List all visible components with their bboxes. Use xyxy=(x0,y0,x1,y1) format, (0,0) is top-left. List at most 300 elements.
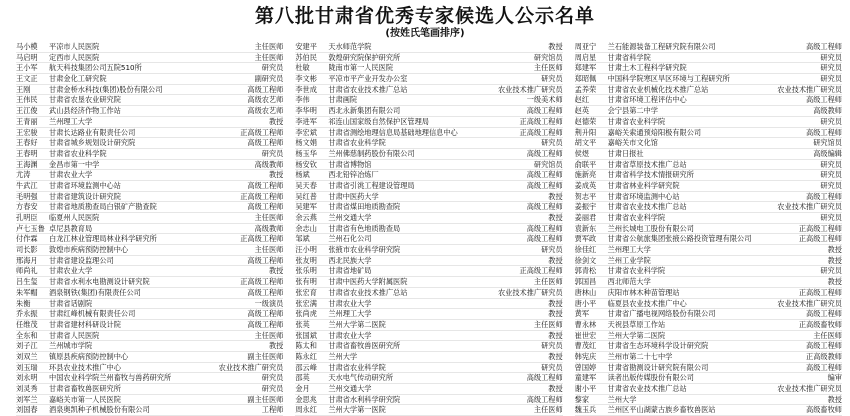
candidate-title: 研究员 xyxy=(820,159,842,169)
candidate-unit: 甘肃省草原技术推广总站 xyxy=(607,159,687,169)
candidate-title: 高级教师 xyxy=(254,223,284,233)
candidate-unit: 甘肃省广播电视网络股份有限公司 xyxy=(607,309,716,319)
candidate-title: 高级工程师 xyxy=(806,95,842,105)
candidate-unit: 甘肃画院 xyxy=(328,95,358,105)
candidate-title: 研究员 xyxy=(541,138,563,148)
candidate-row xyxy=(575,95,842,106)
candidate-unit: 西北铅锌冶炼厂 xyxy=(328,170,379,180)
candidate-unit: 甘肃省农业技术推广总站 xyxy=(328,287,408,297)
candidate-title: 农业技术推广研究员 xyxy=(777,384,842,393)
candidate-row xyxy=(575,288,842,299)
candidate-unit: 平凉市平产业开发办公室 xyxy=(328,74,408,84)
candidate-row xyxy=(295,213,562,224)
candidate-unit: 中国农业科学院兰州畜牧与兽药研究所 xyxy=(49,373,172,383)
candidate-unit: 金昌市第一中学 xyxy=(49,159,100,169)
candidate-row xyxy=(16,234,283,245)
candidate-unit: 甘肃省农业科学院 xyxy=(607,213,666,222)
candidate-row xyxy=(575,74,842,85)
candidate-row xyxy=(575,309,842,320)
candidate-title: 主任医师 xyxy=(254,213,284,222)
candidate-name: 王青丽 xyxy=(16,116,38,126)
candidate-title: 正高级工程师 xyxy=(240,277,284,287)
candidate-name: 谢小平 xyxy=(574,384,597,393)
candidate-name: 唐林山 xyxy=(574,287,597,297)
candidate-unit: 武山县经济作物工作站 xyxy=(49,106,121,116)
candidate-unit: 西北师范大学 xyxy=(607,277,651,287)
candidate-unit: 读者出版传媒股份有限公司 xyxy=(607,373,694,383)
candidate-name: 全东和 xyxy=(16,330,38,340)
document-title: 第八批甘肃省优秀专家候选人公示名单 xyxy=(254,5,595,27)
candidate-title: 研究员 xyxy=(541,341,563,351)
candidate-name: 胡文平 xyxy=(574,138,597,148)
candidate-row xyxy=(16,288,283,299)
candidate-title: 高级工程师 xyxy=(247,309,284,319)
candidate-unit: 兰州大学第二医院 xyxy=(328,319,386,329)
candidate-row xyxy=(16,181,283,192)
candidate-name: 韩宪庆 xyxy=(574,351,597,361)
candidate-column xyxy=(16,42,284,415)
candidate-unit: 庆阳市林木种苗管理站 xyxy=(607,287,680,297)
candidate-title: 高级畜牧师 xyxy=(806,405,842,415)
candidate-name: 邢海月 xyxy=(16,255,38,265)
candidate-row xyxy=(16,395,283,406)
candidate-unit: 甘肃农业大学 xyxy=(49,266,93,276)
candidate-unit: 环县农业技术推广中心 xyxy=(49,362,121,372)
candidate-unit: 甘肃中医药大学 xyxy=(328,191,379,201)
candidate-name: 郑昭佩 xyxy=(574,74,597,84)
candidate-title: 研究员 xyxy=(820,74,842,84)
candidate-row xyxy=(575,192,842,203)
candidate-title: 教授 xyxy=(548,330,563,340)
candidate-title: 研究员 xyxy=(261,148,284,158)
candidate-title: 正高级工程师 xyxy=(519,127,563,137)
candidate-title: 主任医师 xyxy=(254,330,284,340)
candidate-unit: 敦煌市疾病预防控制中心 xyxy=(49,245,129,255)
candidate-name: 徐佳红 xyxy=(574,245,597,255)
candidate-name: 王春明 xyxy=(16,148,38,158)
candidate-unit: 甘肃省建筑设计研究院 xyxy=(49,191,121,201)
candidate-unit: 西北永新集团有限公司 xyxy=(328,106,401,116)
candidate-name: 王刚 xyxy=(16,84,31,94)
candidate-name: 邵云峰 xyxy=(295,362,317,372)
candidate-name: 司长影 xyxy=(16,245,38,255)
candidate-row xyxy=(295,192,562,203)
candidate-row xyxy=(295,128,562,139)
candidate-unit: 甘肃农业大学 xyxy=(328,298,372,308)
candidate-name: 崔世宏 xyxy=(574,330,597,340)
candidate-unit: 兰州长城电工股份有限公司 xyxy=(607,223,694,233)
candidate-name: 曾国婷 xyxy=(574,362,597,372)
candidate-unit: 航天科技集团公司五院510所 xyxy=(49,63,142,73)
candidate-row xyxy=(295,160,562,171)
candidate-title: 主任医师 xyxy=(533,319,563,329)
candidate-name: 方春安 xyxy=(16,202,38,212)
candidate-title: 副研究员 xyxy=(254,74,284,84)
candidate-row xyxy=(295,299,562,310)
candidate-unit: 甘肃省农业科学院 xyxy=(607,266,666,276)
candidate-row xyxy=(295,42,562,53)
candidate-row xyxy=(16,138,283,149)
candidate-name: 杨玉华 xyxy=(295,148,317,158)
candidate-title: 高级编辑 xyxy=(813,148,842,158)
candidate-unit: 甘肃金化工研究院 xyxy=(49,74,107,84)
candidate-title: 农业技术推广研究员 xyxy=(777,84,842,94)
candidate-row xyxy=(575,256,842,267)
candidate-title: 主任医师 xyxy=(254,52,284,62)
candidate-row xyxy=(295,266,562,277)
candidate-title: 研究馆员 xyxy=(533,159,563,169)
candidate-name: 黎家 xyxy=(574,394,590,404)
candidate-name: 李伟 xyxy=(295,95,310,105)
candidate-title: 正高级工程师 xyxy=(798,287,842,297)
candidate-name: 李文彬 xyxy=(295,74,317,84)
candidate-row xyxy=(575,395,842,406)
candidate-row xyxy=(16,309,283,320)
candidate-row xyxy=(295,363,562,374)
candidate-unit: 敦煌研究院保护研究所 xyxy=(328,52,401,62)
candidate-row xyxy=(575,117,842,128)
candidate-unit: 兰州石化公司 xyxy=(328,234,372,244)
candidate-row xyxy=(295,224,562,235)
candidate-name: 吕生玺 xyxy=(16,277,38,287)
candidate-name: 杨文娟 xyxy=(295,138,317,148)
candidate-row xyxy=(295,341,562,352)
candidate-name: 吴天春 xyxy=(295,180,317,190)
candidate-name: 邵英 xyxy=(295,373,310,383)
candidate-name: 刘灵秀 xyxy=(16,384,38,393)
candidate-row xyxy=(295,170,562,181)
candidate-title: 高级工程师 xyxy=(247,255,284,265)
candidate-row xyxy=(575,277,842,288)
candidate-row xyxy=(295,352,562,363)
candidate-unit: 甘肃省农业科学院 xyxy=(328,138,386,148)
candidate-title: 农业技术推广研究员 xyxy=(497,84,563,94)
candidate-name: 付作霖 xyxy=(16,234,38,244)
candidate-name: 王伟民 xyxy=(16,95,38,105)
candidate-name: 王春好 xyxy=(16,138,38,148)
candidate-title: 教授 xyxy=(548,255,563,265)
candidate-title: 高级工程师 xyxy=(526,394,563,404)
candidate-row xyxy=(16,384,283,395)
candidate-name: 陈永红 xyxy=(295,351,317,361)
candidate-name: 马小模 xyxy=(16,42,38,51)
candidate-title: 研究馆员 xyxy=(813,138,842,148)
candidate-name: 李宏斌 xyxy=(295,127,317,137)
candidate-row xyxy=(16,202,283,213)
candidate-title: 正高级工程师 xyxy=(798,234,842,244)
candidate-name: 徐剑文 xyxy=(574,255,597,265)
candidate-row xyxy=(575,363,842,374)
candidate-name: 乔永振 xyxy=(16,309,38,319)
candidate-title: 教授 xyxy=(827,394,842,404)
candidate-row xyxy=(16,299,283,310)
candidate-row xyxy=(16,63,283,74)
candidate-row xyxy=(295,138,562,149)
candidate-name: 魏玉兵 xyxy=(574,405,597,415)
candidate-row xyxy=(16,256,283,267)
candidate-row xyxy=(295,117,562,128)
candidate-unit: 西北民族大学 xyxy=(328,255,372,265)
candidate-row xyxy=(295,395,562,406)
candidate-row xyxy=(16,266,283,277)
candidate-title: 主任医师 xyxy=(533,63,563,73)
candidate-title: 高级工程师 xyxy=(526,106,563,116)
candidate-row xyxy=(295,106,562,117)
candidate-name: 郑建军 xyxy=(574,63,597,73)
candidate-row xyxy=(575,160,842,171)
candidate-unit: 甘肃省农业科学院 xyxy=(328,362,386,372)
candidate-name: 刘国春 xyxy=(16,405,38,415)
candidate-unit: 甘肃省煤田地质勘查院 xyxy=(328,202,401,212)
candidate-unit: 兰州大学 xyxy=(607,394,637,404)
candidate-title: 研究员 xyxy=(261,63,284,73)
candidate-unit: 酒泉钢铁(集团)有限责任公司 xyxy=(49,287,141,297)
candidate-name: 任维茂 xyxy=(16,319,38,329)
candidate-unit: 甘肃中医药大学附属医院 xyxy=(328,277,408,287)
candidate-name: 张友明 xyxy=(295,255,317,265)
candidate-name: 尤涛 xyxy=(16,170,31,180)
candidate-name: 杨斌 xyxy=(295,170,310,180)
candidate-title: 正高级工程师 xyxy=(240,127,284,137)
candidate-unit: 嘉峪关索通预焙阳极有限公司 xyxy=(607,127,702,137)
candidate-row xyxy=(575,341,842,352)
candidate-title: 高级工程师 xyxy=(806,309,842,319)
candidate-title: 高级工程师 xyxy=(806,341,842,351)
candidate-title: 高级教师 xyxy=(254,159,284,169)
candidate-unit: 甘肃农业大学 xyxy=(328,330,372,340)
candidate-unit: 甘肃省人民医院 xyxy=(49,330,100,340)
candidate-unit: 临夏县农业技术推广中心 xyxy=(607,298,687,308)
candidate-unit: 甘肃金桥水科技(集团)股份有限公司 xyxy=(49,84,163,94)
candidate-title: 研究员 xyxy=(541,362,563,372)
candidate-name: 黄军 xyxy=(574,309,590,319)
candidate-unit: 甘肃省地矿局 xyxy=(328,266,372,276)
candidate-unit: 天水师范学院 xyxy=(328,42,372,51)
candidate-unit: 兰州佛慈制药股份有限公司 xyxy=(328,148,415,158)
candidate-unit: 甘肃省农业技术推广总站 xyxy=(607,202,687,212)
candidate-column xyxy=(574,42,842,415)
candidate-name: 张有明 xyxy=(295,277,317,287)
candidate-row xyxy=(575,53,842,64)
candidate-title: 研究员 xyxy=(820,266,842,276)
candidate-title: 正高级工程师 xyxy=(798,223,842,233)
candidate-name: 曹茂红 xyxy=(574,341,597,351)
candidate-unit: 甘肃省环境监测中心站 xyxy=(607,191,680,201)
candidate-row xyxy=(16,341,283,352)
candidate-column xyxy=(295,42,563,415)
candidate-title: 教授 xyxy=(548,309,563,319)
candidate-row xyxy=(295,234,562,245)
candidate-title: 研究员 xyxy=(820,213,842,222)
candidate-row xyxy=(16,373,283,384)
candidate-unit: 甘肃省话剧院 xyxy=(49,298,93,308)
candidate-name: 张国斌 xyxy=(295,330,317,340)
candidate-title: 研究员 xyxy=(820,170,842,180)
candidate-title: 一级美术师 xyxy=(526,95,563,105)
candidate-title: 教授 xyxy=(268,266,284,276)
candidate-name: 苏伯民 xyxy=(295,52,317,62)
candidate-name: 周亚宁 xyxy=(574,42,597,51)
candidate-row xyxy=(575,170,842,181)
candidate-row xyxy=(295,373,562,384)
candidate-row xyxy=(295,149,562,160)
candidate-row xyxy=(575,234,842,245)
candidate-name: 王海渊 xyxy=(16,159,38,169)
candidate-row xyxy=(575,213,842,224)
candidate-name: 吴建军 xyxy=(295,202,317,212)
candidate-title: 正高级工程师 xyxy=(240,234,284,244)
candidate-title: 主任医师 xyxy=(813,330,842,340)
candidate-title: 农业技术推广研究员 xyxy=(777,298,842,308)
candidate-name: 刘子江 xyxy=(16,341,38,351)
candidate-unit: 甘肃省建设监理公司 xyxy=(49,255,114,265)
candidate-title: 研究员 xyxy=(820,63,842,73)
candidate-unit: 甘肃省畜牧兽医研究所 xyxy=(328,341,401,351)
candidate-unit: 甘肃省水利科学研究院 xyxy=(328,394,401,404)
candidate-columns xyxy=(16,42,842,415)
candidate-name: 王文正 xyxy=(16,74,38,84)
candidate-name: 卢七玉鲁 xyxy=(16,223,45,233)
candidate-title: 高级工程师 xyxy=(806,362,842,372)
candidate-row xyxy=(16,42,283,53)
candidate-title: 农业技术推广研究员 xyxy=(218,362,284,372)
candidate-title: 研究员 xyxy=(261,384,284,393)
candidate-title: 高级工程师 xyxy=(526,234,563,244)
candidate-row xyxy=(575,299,842,310)
candidate-unit: 兰州交通大学 xyxy=(328,384,372,393)
candidate-title: 高级工程师 xyxy=(247,319,284,329)
candidate-title: 高级工程师 xyxy=(806,127,842,137)
candidate-name: 赵英 xyxy=(574,106,590,116)
candidate-unit: 嘉峪关市文化馆 xyxy=(607,138,658,148)
candidate-row xyxy=(575,42,842,53)
candidate-row xyxy=(16,224,283,235)
candidate-row xyxy=(16,106,283,117)
candidate-unit: 兰州理工大学 xyxy=(49,116,93,126)
candidate-name: 余云燕 xyxy=(295,213,317,222)
candidate-unit: 兰州理工大学 xyxy=(328,309,372,319)
candidate-name: 贺志平 xyxy=(574,191,597,201)
candidate-name: 荆升阳 xyxy=(574,127,597,137)
candidate-row xyxy=(575,138,842,149)
candidate-row xyxy=(575,320,842,331)
candidate-row xyxy=(295,63,562,74)
candidate-unit: 甘肃红峰机械有限责任公司 xyxy=(49,309,136,319)
candidate-name: 朱衡 xyxy=(16,298,31,308)
candidate-unit: 天祝县草原工作站 xyxy=(607,319,666,329)
candidate-unit: 临夏州人民医院 xyxy=(49,213,100,222)
candidate-unit: 天水电气传动研究所 xyxy=(328,373,394,383)
candidate-unit: 甘肃省测绘地理信息局基础地理信息中心 xyxy=(328,127,458,137)
candidate-unit: 甘肃省农业技术推广总站 xyxy=(328,84,408,94)
candidate-title: 高级工程师 xyxy=(526,180,563,190)
candidate-unit: 祁连山国家级自然保护区管理局 xyxy=(328,116,429,126)
candidate-row xyxy=(295,277,562,288)
candidate-unit: 甘肃省农垦农业研究院 xyxy=(49,95,121,105)
candidate-name: 陈太和 xyxy=(295,341,317,351)
candidate-title: 正高级工程师 xyxy=(519,116,563,126)
candidate-name: 周启星 xyxy=(574,52,597,62)
candidate-row xyxy=(295,202,562,213)
candidate-unit: 镇原县疾病预防控制中心 xyxy=(49,351,129,361)
candidate-name: 马启明 xyxy=(16,52,38,62)
candidate-name: 侯煜 xyxy=(574,148,590,158)
candidate-unit: 卓尼县教育局 xyxy=(49,223,93,233)
candidate-name: 郭青松 xyxy=(574,266,597,276)
candidate-title: 教授 xyxy=(827,277,842,287)
candidate-row xyxy=(16,245,283,256)
candidate-unit: 兰州工业学院 xyxy=(607,255,651,265)
candidate-title: 研究员 xyxy=(820,116,842,126)
candidate-name: 王宏骏 xyxy=(16,127,38,137)
candidate-name: 刘双兰 xyxy=(16,351,38,361)
candidate-unit: 会宁县第二中学 xyxy=(607,106,658,116)
candidate-title: 高级工程师 xyxy=(247,84,284,94)
candidate-row xyxy=(575,202,842,213)
candidate-unit: 甘肃省建材科研设计院 xyxy=(49,319,121,329)
candidate-row xyxy=(295,245,562,256)
candidate-row xyxy=(295,85,562,96)
candidate-row xyxy=(16,95,283,106)
candidate-title: 高级工程师 xyxy=(247,202,284,212)
candidate-row xyxy=(16,160,283,171)
candidate-unit: 甘肃农业大学 xyxy=(49,170,93,180)
candidate-title: 高级工程师 xyxy=(526,223,563,233)
candidate-row xyxy=(16,320,283,331)
candidate-unit: 甘肃省科学院 xyxy=(607,52,651,62)
candidate-unit: 张掖市农业科学研究院 xyxy=(328,245,401,255)
candidate-name: 曹永林 xyxy=(574,319,597,329)
candidate-title: 教授 xyxy=(827,245,842,255)
candidate-title: 教授 xyxy=(268,116,284,126)
candidate-title: 高级工程师 xyxy=(806,42,842,51)
candidate-unit: 兰州交通大学 xyxy=(328,213,372,222)
candidate-name: 赵德荣 xyxy=(574,116,597,126)
candidate-unit: 兰州市第二十七中学 xyxy=(607,351,673,361)
candidate-unit: 甘肃省畜牧兽医研究所 xyxy=(49,384,121,393)
candidate-row xyxy=(295,181,562,192)
candidate-unit: 甘肃省环境工程评估中心 xyxy=(607,95,687,105)
candidate-title: 高级工程师 xyxy=(247,138,284,148)
candidate-row xyxy=(575,266,842,277)
candidate-title: 农业技术推广研究员 xyxy=(497,287,563,297)
candidate-unit: 甘肃省水利水电勘测设计研究院 xyxy=(49,277,150,287)
candidate-row xyxy=(16,85,283,96)
candidate-unit: 定西市人民医院 xyxy=(49,52,100,62)
candidate-title: 高级工程师 xyxy=(526,373,563,383)
candidate-unit: 甘肃省农业机械化技术推广总站 xyxy=(607,84,709,94)
candidate-name: 唐小平 xyxy=(574,298,597,308)
candidate-title: 主任医师 xyxy=(254,42,284,51)
candidate-name: 张宏育 xyxy=(295,287,317,297)
candidate-name: 周永红 xyxy=(295,405,317,415)
candidate-row xyxy=(16,352,283,363)
candidate-title: 教授 xyxy=(548,351,563,361)
candidate-unit: 甘肃省博物馆 xyxy=(328,159,372,169)
candidate-name: 童建军 xyxy=(574,373,597,383)
candidate-title: 研究员 xyxy=(820,52,842,62)
candidate-unit: 陇南市第一人民医院 xyxy=(328,63,394,73)
candidate-title: 教授 xyxy=(268,170,284,180)
candidate-name: 刘永明 xyxy=(16,373,38,383)
candidate-unit: 甘肃省地质勘查局白银矿产勘查院 xyxy=(49,202,157,212)
candidate-row xyxy=(295,95,562,106)
candidate-name: 杜敏 xyxy=(295,63,310,73)
candidate-row xyxy=(575,331,842,342)
candidate-title: 主任医师 xyxy=(533,277,563,287)
candidate-row xyxy=(295,288,562,299)
candidate-unit: 甘肃省农业技术推广总站 xyxy=(607,384,687,393)
